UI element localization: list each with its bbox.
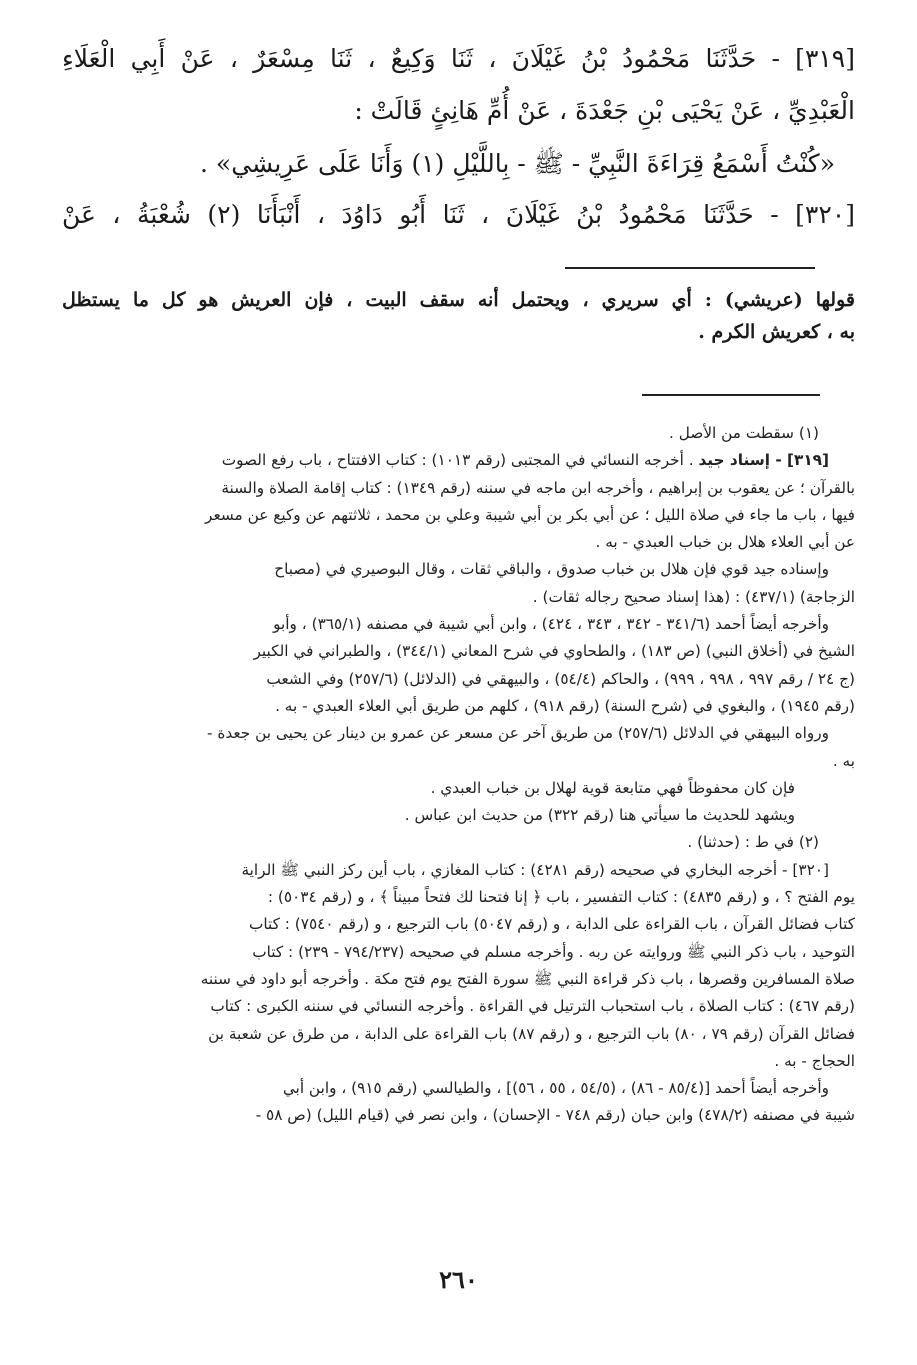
takhrij-319-p5: فإن كان محفوظاً فهي متابعة قوية لهلال بن خباب العبدي .: [430, 778, 795, 797]
hadith-319-line-1: [٣١٩] - حَدَّثَنَا مَحْمُودُ بْنُ غَيْلَانَ ، ثَنَا وَكِيعٌ ، ثَنَا مِسْعَرٌ ، عَنْ أَبِي الْعَلَاءِ: [62, 44, 856, 73]
takhrij-320-p2: وأخرجه أيضاً أحمد [(٨٥/٤ - ٨٦) ، (٥٤/٥ ، ٥٥ ، ٥٦)] ، والطيالسي (رقم ٩١٥) ، وابن أبي شيبة في مصنفه (٤٧٨/٢) وابن حبان (رقم ٧٤٨ - الإحسان) ، وابن نصر في (قيام الليل) (ص ٥٨ -: [255, 1079, 855, 1125]
footnotes: [62, 420, 855, 1130]
takhrij-319-p3: وأخرجه أيضاً أحمد (٣٤١/٦ - ٣٤٢ ، ٣٤٣ ، ٤٢٤) ، وابن أبي شيبة في مصنفه (٣٦٥/١) ، وأبو الشيخ في (أخلاق النبي) (ص ١٨٣) ، والطحاوي في شرح المعاني (٣٤٤/١) ، والطبراني في الكبير (ج ٢٤ / رقم ٩٩٧ ، ٩٩٨ ، ٩٩٩) ، والحاكم (٥٤/٤) ، والبيهقي في (الدلائل) (٢٥٧/٦) وفي الشعب (رقم ١٩٤٥) ، والبغوي في (شرح السنة) (رقم ٩١٨) ، كلهم من طريق أبي العلاء العبدي - به .: [253, 615, 855, 715]
takhrij-319-p6: ويشهد للحديث ما سيأتي هنا (رقم ٣٢٢) من حديث ابن عباس .: [404, 806, 795, 825]
hadith-319-line-3: «كُنْتُ أَسْمَعُ قِرَاءَةَ النَّبِيِّ - ﷺ - بِاللَّيْلِ (١) وَأَنَا عَلَى عَرِيشِي» .: [200, 149, 835, 178]
footnotes-divider: [642, 394, 820, 396]
takhrij-319-p4: ورواه البيهقي في الدلائل (٢٥٧/٦) من طريق آخر عن مسعر عن عمرو بن دينار عن يحيى بن جعدة - به .: [207, 724, 855, 770]
section-divider: [565, 267, 815, 269]
footnote-2: (٢) في ط : (حدثنا) .: [687, 833, 819, 852]
page-number: ٢٦٠: [439, 1265, 478, 1294]
hadith-319-line-2: الْعَبْدِيِّ ، عَنْ يَحْيَى بْنِ جَعْدَةَ ، عَنْ أُمِّ هَانِئٍ قَالَتْ :: [354, 96, 855, 125]
commentary-line-2: به ، كعريش الكرم .: [698, 321, 855, 343]
takhrij-319-p1: [٣١٩] - إسناد جيد . أخرجه النسائي في المجتبى (رقم ١٠١٣) : كتاب الافتتاح ، باب رفع الصوت بالقرآن ؛ عن يعقوب بن إبراهيم ، وأخرجه ابن ماجه في سننه (رقم ١٣٤٩) : كتاب إقامة الصلاة والسنة فيها ، باب ما جاء في صلاة الليل ؛ عن أبي بكر بن أبي شيبة وعلي بن محمد ، ثلاثتهم عن وكيع عن مسعر عن أبي العلاء هلال بن خباب العبدي - به .: [205, 451, 855, 552]
footnote-1: (١) سقطت من الأصل .: [669, 424, 819, 442]
commentary-line-1: قولها (عريشي) : أي سريري ، ويحتمل أنه سقف البيت ، فإن العريش هو كل ما يستظل: [62, 289, 855, 311]
takhrij-320-p1: [٣٢٠] - أخرجه البخاري في صحيحه (رقم ٤٢٨١) : كتاب المغازي ، باب أين ركز النبي ﷺ الراية يوم الفتح ؟ ، و (رقم ٤٨٣٥) : كتاب التفسير ، باب ﴿ إنا فتحنا لك فتحاً مبيناً ﴾ ، و (رقم ٥٠٣٤) : كتاب فضائل القرآن ، باب القراءة على الدابة ، و (رقم ٥٠٤٧) باب الترجيع ، و (رقم ٧٥٤٠) : كتاب التوحيد ، باب ذكر النبي ﷺ وروايته عن ربه . وأخرجه مسلم في صحيحه (٧٩٤/٢٣٧ - ٢٣٩) : كتاب صلاة المسافرين وقصرها ، باب ذكر قراءة النبي ﷺ سورة الفتح يوم فتح مكة . وأخرجه أبو داود في سننه (رقم ٤٦٧) : كتاب الصلاة ، باب استحباب الترتيل في القراءة . وأخرجه النسائي في سننه الكبرى : كتاب فضائل القرآن (رقم ٧٩ ، ٨٠) باب الترجيع ، و (رقم ٨٧) باب القراءة على الدابة ، من طرق عن شعبة بن الحجاج - به .: [200, 860, 855, 1070]
takhrij-319-p2: وإسناده جيد قوي فإن هلال بن خباب صدوق ، والباقي ثقات ، وقال البوصيري في (مصباح الزجاجة) (٤٣٧/١) : (هذا إسناد صحيح رجاله ثقات) .: [274, 560, 855, 606]
takhrij-319-label: [٣١٩] - إسناد جيد: [698, 451, 829, 470]
hadith-320-line-1: [٣٢٠] - حَدَّثَنَا مَحْمُودُ بْنُ غَيْلَانَ ، ثَنَا أَبُو دَاوُدَ ، أَنْبَأَنَا (٢) شُعْبَةُ ، عَنْ: [62, 200, 855, 229]
commentary: [62, 284, 855, 348]
